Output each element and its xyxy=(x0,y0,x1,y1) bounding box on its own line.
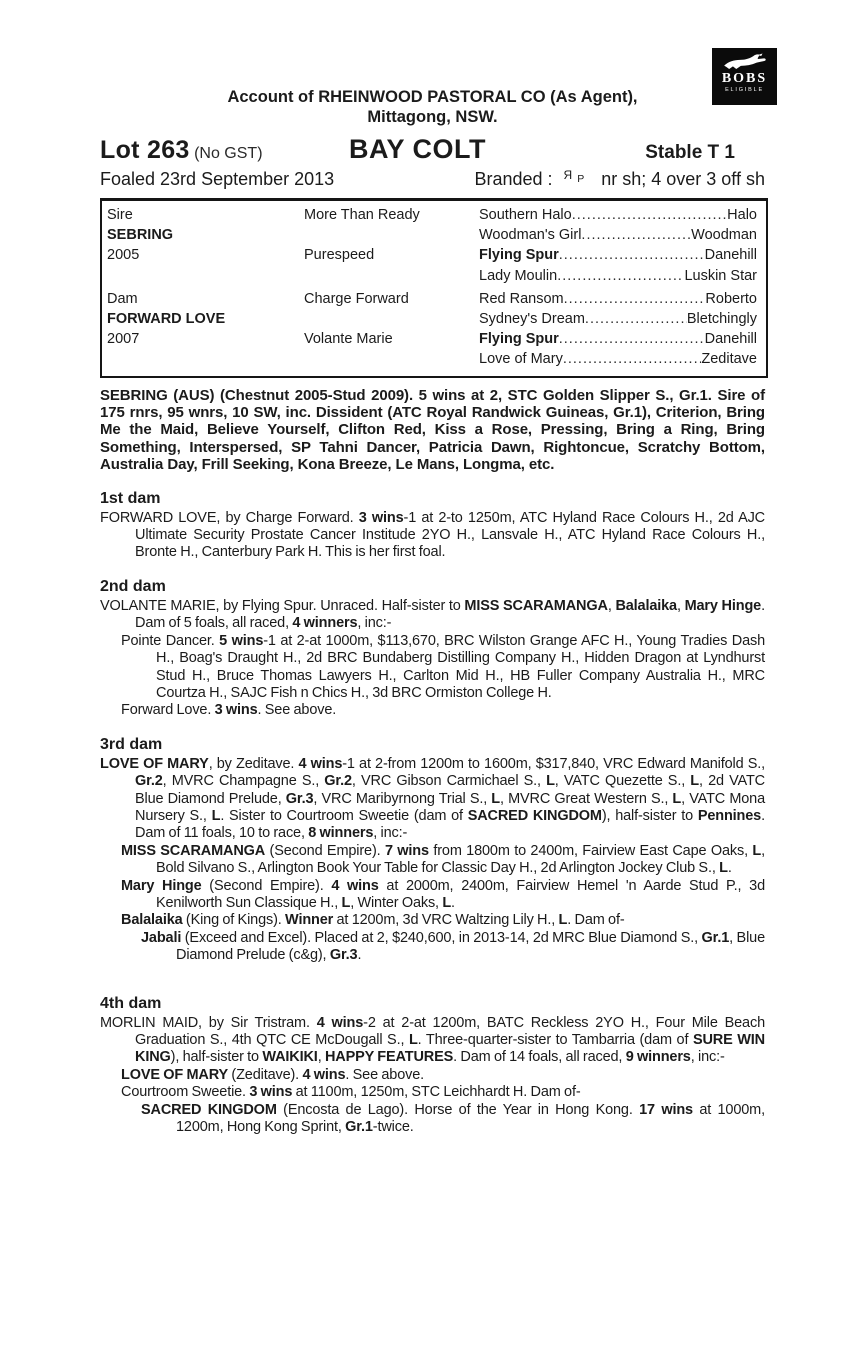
page-content xyxy=(100,0,765,1136)
ancestor-name: Woodman's Girl xyxy=(479,227,582,244)
ancestor-name: Love of Mary xyxy=(479,351,563,368)
logo-name: BOBS xyxy=(721,71,768,86)
pedigree-col3 xyxy=(479,225,757,245)
pedigree-col3 xyxy=(479,205,757,225)
ancestor-name: Sydney's Dream xyxy=(479,311,585,328)
ancestor-sire: Luskin Star xyxy=(684,267,757,284)
pedigree-row xyxy=(107,309,757,329)
pedigree-col1: Dam xyxy=(107,290,138,307)
leader-dots xyxy=(585,309,687,329)
leader-dots xyxy=(563,349,702,369)
leader-dots xyxy=(559,245,705,265)
pedigree-paragraph: Balalaika (King of Kings). Winner at 1200m, 3d VRC Waltzing Lily H., L. Dam of- xyxy=(121,912,625,929)
pedigree-rows xyxy=(107,205,757,370)
section-heading: 1st dam xyxy=(100,489,161,507)
pedigree-col1: SEBRING xyxy=(107,227,174,244)
section-heading: 2nd dam xyxy=(100,577,166,595)
pedigree-col3 xyxy=(479,289,757,309)
pedigree-paragraph: Jabali (Exceed and Excel). Placed at 2, $240,600, in 2013-14, 2d MRC Blue Diamond S., Gr.1, Blue Diamond Prelude (c&g), Gr.3. xyxy=(141,929,765,964)
pedigree-row xyxy=(107,289,757,309)
pedigree-paragraph: Courtroom Sweetie. 3 wins at 1100m, 1250m, STC Leichhardt H. Dam of- xyxy=(121,1084,581,1101)
ancestor-sire: Roberto xyxy=(705,290,757,307)
pedigree-col1 xyxy=(107,349,304,369)
account-line-2: Mittagong, NSW. xyxy=(367,107,498,126)
pedigree-row xyxy=(107,266,757,286)
pedigree-paragraph: LOVE OF MARY (Zeditave). 4 wins. See above. xyxy=(121,1066,424,1083)
pedigree-col2 xyxy=(304,309,479,329)
branded-description: nr sh; 4 over 3 off sh xyxy=(601,169,765,189)
pedigree-col3 xyxy=(479,266,757,286)
pedigree-col2 xyxy=(304,266,479,286)
ancestor-name: Southern Halo xyxy=(479,207,572,223)
pedigree-col3 xyxy=(479,309,757,329)
stable-label: Stable T 1 xyxy=(645,142,735,163)
pedigree-col2: Purespeed xyxy=(304,247,375,264)
brand-mark-sub: P xyxy=(577,173,585,185)
pedigree-col2 xyxy=(304,349,479,369)
pedigree-col2: Charge Forward xyxy=(304,290,409,307)
leader-dots xyxy=(559,329,705,349)
leader-dots xyxy=(581,225,691,245)
ancestor-name: Red Ransom xyxy=(479,290,564,307)
pedigree-paragraph: VOLANTE MARIE, by Flying Spur. Unraced. Half-sister to MISS SCARAMANGA, Balalaika, Mary Hinge. Dam of 5 foals, all raced, 4 winners, inc:- xyxy=(100,597,765,632)
branded-label: Branded : xyxy=(474,169,553,189)
dam-section xyxy=(100,736,765,965)
pedigree-row xyxy=(107,205,757,225)
pedigree-col1: Sire xyxy=(107,207,133,223)
leader-dots xyxy=(572,205,727,225)
brand-mark-nearside: Я xyxy=(563,168,573,182)
pedigree-col1 xyxy=(107,266,304,286)
pedigree-paragraph: MISS SCARAMANGA (Second Empire). 7 wins from 1800m to 2400m, Fairview East Cape Oaks, L, Bold Silvano S., Arlington Book Your Table for Classic Day H., 2d Arlington Jockey Club S., L. xyxy=(121,842,766,877)
leader-dots xyxy=(557,266,684,286)
section-heading: 4th dam xyxy=(100,994,162,1012)
pedigree-col2: Volante Marie xyxy=(304,331,393,348)
gst-note: (No GST) xyxy=(194,145,263,162)
ancestor-name: Lady Moulin xyxy=(479,267,558,284)
section-heading: 3rd dam xyxy=(100,735,163,753)
ancestor-name: Flying Spur xyxy=(479,331,559,348)
pedigree-row xyxy=(107,349,757,369)
pedigree-col3 xyxy=(479,245,757,265)
ancestor-sire: Zeditave xyxy=(701,351,757,368)
pedigree-paragraph: SACRED KINGDOM (Encosta de Lago). Horse of the Year in Hong Kong. 17 wins at 1000m, 1200m, Hong Kong Sprint, Gr.1-twice. xyxy=(141,1101,765,1136)
pedigree-paragraph: Mary Hinge (Second Empire). 4 wins at 2000m, 2400m, Fairview Hemel 'n Aarde Stud P., 3d Kenilworth Sun Classique H., L, Winter Oaks, L. xyxy=(121,877,766,911)
ancestor-name: Flying Spur xyxy=(479,247,559,264)
pedigree-col2: More Than Ready xyxy=(304,207,420,223)
ancestor-sire: Bletchingly xyxy=(686,311,757,328)
sire-summary: SEBRING (AUS) (Chestnut 2005-Stud 2009). 5 wins at 2, STC Golden Slipper S., Gr.1. Sire of 175 rnrs, 95 wnrs, 10 SW, inc. Dissident (ATC Royal Randwick Guineas, Gr.1), Criterion, Bring Me the Maid, Believe Yourself, Clifton Red, Kiss a Rose, Pressing, Bring a Ring, Bring Something, Interspersed, SP Tahni Dancer, Patricia Dawn, Rightoncue, Scratchy Bottom, Australia Day, Frill Seeking, Kona Breeze, Le Mans, Longma, etc. xyxy=(100,386,765,474)
dam-sections xyxy=(100,490,765,1137)
pedigree-col1: FORWARD LOVE xyxy=(107,311,226,328)
pedigree-row xyxy=(107,245,757,265)
pedigree-col1: 2005 xyxy=(107,247,140,264)
dam-section xyxy=(100,578,765,720)
pedigree-paragraph: MORLIN MAID, by Sir Tristram. 4 wins-2 at 2-at 1200m, BATC Reckless 2YO H., Four Mile Beach Graduation S., 4th QTC CE McDougall S., L. Three-quarter-sister to Tambarria (dam of SURE WIN KING), half-sister to WAIKIKI, HAPPY FEATURES. Dam of 14 foals, all raced, 9 winners, inc:- xyxy=(100,1014,766,1066)
account-block xyxy=(100,88,765,127)
pedigree-col2 xyxy=(304,225,479,245)
account-line-1: Account of RHEINWOOD PASTORAL CO (As Agent), xyxy=(227,88,638,106)
branded-info xyxy=(474,169,765,190)
ancestor-sire: Danehill xyxy=(704,331,757,348)
pedigree-paragraph: Forward Love. 3 wins. See above. xyxy=(121,702,337,719)
pedigree-col3 xyxy=(479,349,757,369)
ancestor-sire: Halo xyxy=(727,207,757,223)
foaled-date: Foaled 23rd September 2013 xyxy=(100,169,335,189)
page-title: BAY COLT xyxy=(348,134,487,164)
ancestor-sire: Woodman xyxy=(691,227,757,244)
lot-number: Lot 263 xyxy=(100,136,190,164)
pedigree-row xyxy=(107,329,757,349)
pedigree-row xyxy=(107,225,757,245)
pedigree-col1: 2007 xyxy=(107,331,140,348)
foaled-row xyxy=(100,169,765,190)
dam-section xyxy=(100,490,765,562)
pedigree-col3 xyxy=(479,329,757,349)
pedigree-table xyxy=(100,198,768,378)
lot-cell xyxy=(100,136,349,165)
logo-subtitle: ELIGIBLE xyxy=(725,87,764,93)
pedigree-paragraph: LOVE OF MARY, by Zeditave. 4 wins-1 at 2-from 1200m to 1600m, $317,840, VRC Edward Manifold S., Gr.2, MVRC Champagne S., Gr.2, VRC Gibson Carmichael S., L, VATC Quezette S., L, 2d VATC Blue Diamond Prelude, Gr.3, VRC Maribyrnong Trial S., L, MVRC Great Western S., L, VATC Mona Nursery S., L. Sister to Courtroom Sweetie (dam of SACRED KINGDOM), half-sister to Pennines. Dam of 11 foals, 10 to race, 8 winners, inc:- xyxy=(100,755,766,842)
ancestor-sire: Danehill xyxy=(704,247,757,264)
dam-section xyxy=(100,995,765,1137)
pedigree-paragraph: Pointe Dancer. 5 wins-1 at 2-at 1000m, $113,670, BRC Wilston Grange AFC H., Young Tradies Dash H., Boag's Draught H., 2d BRC Bundaberg Distilling Company H., Hidden Dragon at Lyndhurst Stud H., Bruce Thomas Lawyers H., Carlton Mid H., HB Fuller Company Australia H., MRC Courtza H., SAJC Fish n Chics H., 3d BRC Ormiston College H. xyxy=(121,632,765,701)
leader-dots xyxy=(564,289,706,309)
lot-row xyxy=(100,134,765,165)
pedigree-paragraph: FORWARD LOVE, by Charge Forward. 3 wins-1 at 2-to 1250m, ATC Hyland Race Colours H., 2d AJC Ultimate Security Prostate Cancer Institude 2YO H., Lansvale H., ATC Hyland Race Colours H., Bronte H., Canterbury Park H. This is her first foal. xyxy=(100,509,766,561)
